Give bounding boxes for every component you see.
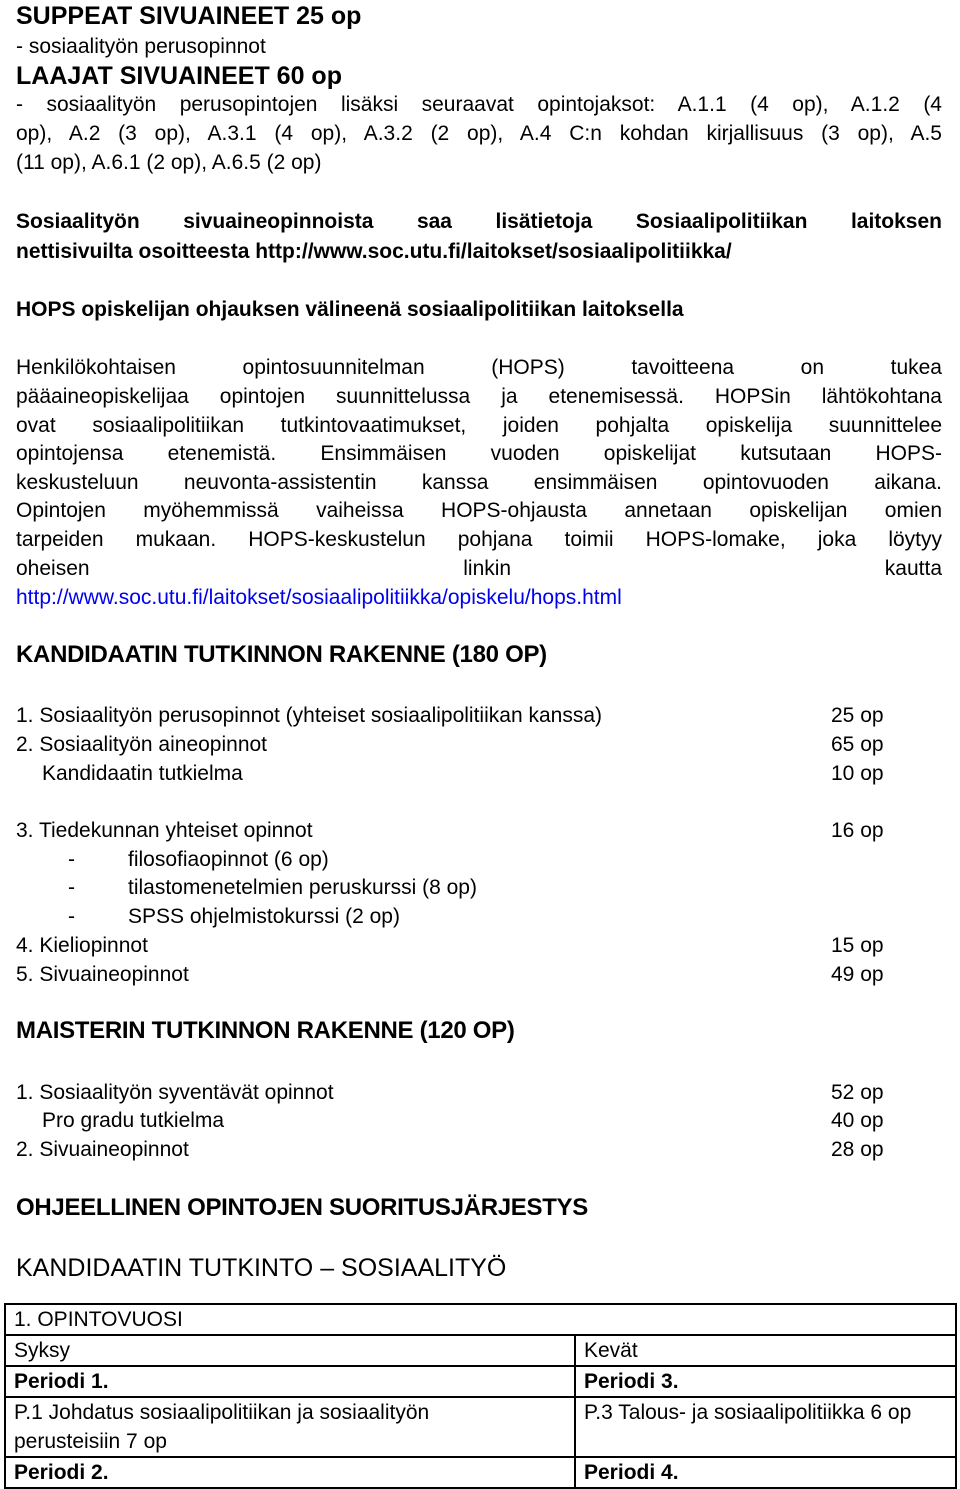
hops-line: ovat sosiaalipolitiikan tutkintovaatimukset, joiden pohjalta opiskelija suunnittelee <box>16 414 942 437</box>
laajat-line: op), A.2 (3 op), A.3.1 (4 op), A.3.2 (2 op), A.4 C:n kohdan kirjallisuus (3 op), A.5 <box>16 122 942 145</box>
year-cell: 1. OPINTOVUOSI <box>5 1304 956 1335</box>
row-label: 4. Kieliopinnot <box>16 934 148 957</box>
row-points: 10 op <box>831 762 884 785</box>
hops-line: keskusteluun neuvonta-assistentin kanssa ensimmäisen opintovuoden aikana. <box>16 471 942 494</box>
autumn-cell: Syksy <box>5 1335 575 1366</box>
kandidaatti-row <box>16 731 267 759</box>
kandidaatti-subheading: KANDIDAATIN TUTKINTO – SOSIAALITYÖ <box>16 1254 507 1282</box>
spring-cell: Kevät <box>575 1335 956 1366</box>
info-line: nettisivuilta osoitteesta http://www.soc.utu.fi/laitokset/sosiaalipolitiikka/ <box>16 240 732 263</box>
course-p3-cell: P.3 Talous- ja sosiaalipolitiikka 6 op <box>575 1397 956 1457</box>
row-points: 15 op <box>831 934 884 957</box>
row-label: Kandidaatin tutkielma <box>42 762 243 785</box>
period-3-cell: Periodi 3. <box>575 1366 956 1397</box>
dash: - <box>68 848 75 871</box>
row-label: 3. Tiedekunnan yhteiset opinnot <box>16 819 313 842</box>
kandidaatti-row <box>16 961 189 989</box>
subitem-text: tilastomenetelmien peruskurssi (8 op) <box>128 876 477 899</box>
study-plan-table <box>4 1303 957 1489</box>
maisteri-heading: MAISTERIN TUTKINNON RAKENNE (120 OP) <box>16 1017 515 1044</box>
hops-line: opintojensa etenemistä. Ensimmäisen vuoden opiskelijat kutsutaan HOPS- <box>16 442 942 465</box>
hops-link[interactable]: http://www.soc.utu.fi/laitokset/sosiaalipolitiikka/opiskelu/hops.html <box>16 586 622 609</box>
dash: - <box>68 905 75 928</box>
period-2-cell: Periodi 2. <box>5 1457 575 1488</box>
row-label: 1. Sosiaalityön perusopinnot (yhteiset sosiaalipolitiikan kanssa) <box>16 704 602 727</box>
hops-line: oheisen linkin kautta <box>16 557 942 580</box>
maisteri-row <box>42 1107 224 1135</box>
hops-line: Opintojen myöhemmissä vaiheissa HOPS-ohjausta annetaan opiskelijan omien <box>16 499 942 522</box>
supp-heading: SUPPEAT SIVUAINEET 25 op <box>16 2 362 30</box>
row-points: 16 op <box>831 819 884 842</box>
maisteri-row <box>16 1136 189 1164</box>
row-points: 49 op <box>831 963 884 986</box>
hops-line: tarpeiden mukaan. HOPS-keskustelun pohjana toimii HOPS-lomake, joka löytyy <box>16 528 942 551</box>
row-points: 65 op <box>831 733 884 756</box>
table-row <box>5 1457 956 1488</box>
hops-line: Henkilökohtaisen opintosuunnitelman (HOPS) tavoitteena on tukea <box>16 356 942 379</box>
maisteri-row <box>16 1079 334 1107</box>
info-line: Sosiaalityön sivuaineopinnoista saa lisätietoja Sosiaalipolitiikan laitoksen <box>16 210 942 233</box>
table-row <box>5 1397 956 1457</box>
table-row <box>5 1304 956 1335</box>
row-label: Pro gradu tutkielma <box>42 1109 225 1132</box>
dash: - <box>68 876 75 899</box>
course-p1-cell: P.1 Johdatus sosiaalipolitiikan ja sosiaalityön perusteisiin 7 op <box>5 1397 575 1457</box>
row-label: 1. Sosiaalityön syventävät opinnot <box>16 1081 334 1104</box>
row-label: 5. Sivuaineopinnot <box>16 963 189 986</box>
kandidaatti-row <box>42 760 243 788</box>
laajat-heading: LAAJAT SIVUAINEET 60 op <box>16 62 342 90</box>
row-points: 28 op <box>831 1138 884 1161</box>
kandidaatti-row <box>16 817 313 845</box>
row-points: 40 op <box>831 1109 884 1132</box>
row-points: 52 op <box>831 1081 884 1104</box>
row-label: 2. Sosiaalityön aineopinnot <box>16 733 268 756</box>
laajat-line: (11 op), A.6.1 (2 op), A.6.5 (2 op) <box>16 151 322 174</box>
hops-heading: HOPS opiskelijan ohjauksen välineenä sosiaalipolitiikan laitoksella <box>16 298 684 321</box>
period-1-cell: Periodi 1. <box>5 1366 575 1397</box>
supp-line: - sosiaalityön perusopinnot <box>16 35 266 58</box>
kandidaatti-row <box>16 702 602 730</box>
subitem-text: SPSS ohjelmistokurssi (2 op) <box>128 905 400 928</box>
row-label: 2. Sivuaineopinnot <box>16 1138 189 1161</box>
table-row <box>5 1335 956 1366</box>
table-row <box>5 1366 956 1397</box>
period-4-cell: Periodi 4. <box>575 1457 956 1488</box>
kandidaatti-heading: KANDIDAATIN TUTKINNON RAKENNE (180 OP) <box>16 641 547 668</box>
hops-line: pääaineopiskelijaa opintojen suunnittelussa ja etenemisessä. HOPSin lähtökohtana <box>16 385 942 408</box>
jarjestys-heading: OHJEELLINEN OPINTOJEN SUORITUSJÄRJESTYS <box>16 1194 588 1221</box>
subitem-text: filosofiaopinnot (6 op) <box>128 848 329 871</box>
laajat-line: - sosiaalityön perusopintojen lisäksi seuraavat opintojaksot: A.1.1 (4 op), A.1.2 (4 <box>16 93 942 116</box>
kandidaatti-row <box>16 932 148 960</box>
row-points: 25 op <box>831 704 884 727</box>
